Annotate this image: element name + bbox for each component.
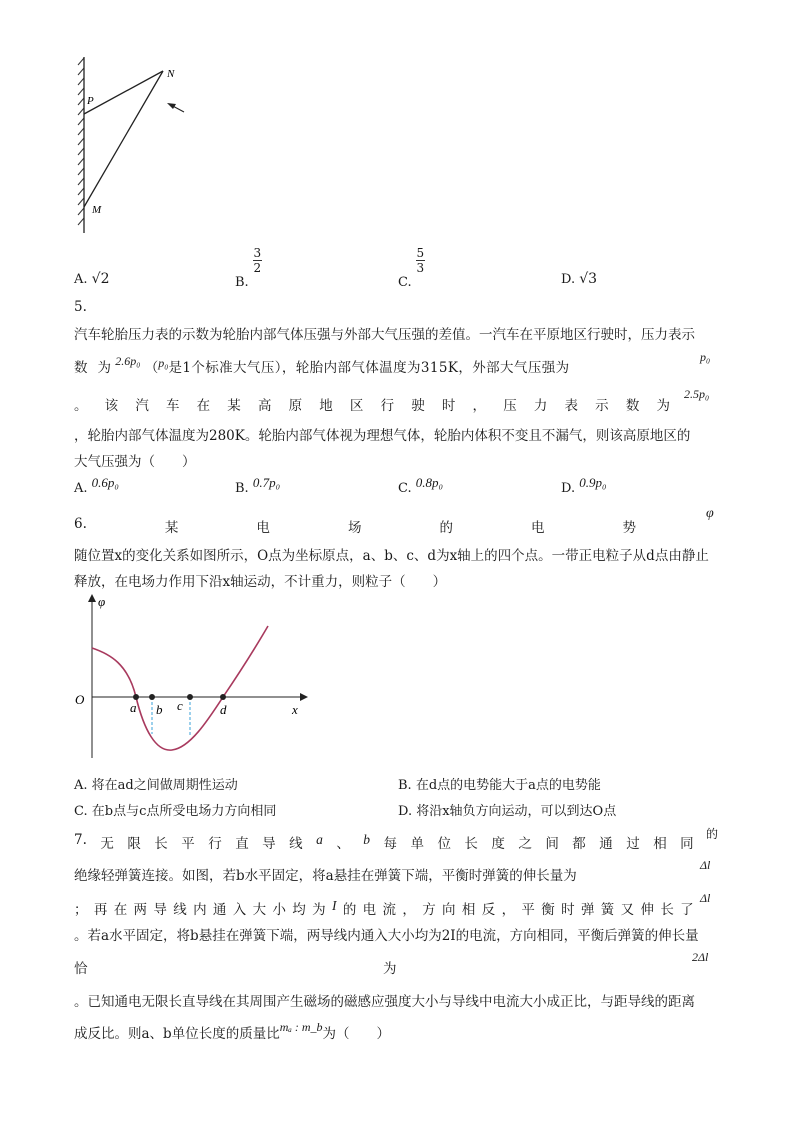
word: 场 bbox=[347, 520, 362, 536]
option-value: √2 bbox=[91, 271, 110, 287]
q4-option-b[interactable] bbox=[235, 246, 262, 290]
word: 线 bbox=[289, 836, 303, 852]
word: 时 bbox=[441, 398, 456, 414]
word: 限 bbox=[127, 836, 141, 852]
fraction-denominator: 2 bbox=[253, 261, 262, 275]
q5-option-b[interactable] bbox=[235, 475, 281, 496]
q7-line3 bbox=[74, 898, 694, 918]
label-c: c bbox=[177, 698, 183, 713]
q5-line2 bbox=[74, 356, 720, 376]
option-value: 0.8p₀ bbox=[415, 475, 444, 490]
point-b bbox=[149, 694, 155, 700]
word: 。 bbox=[74, 398, 88, 414]
word: 为 bbox=[97, 360, 111, 376]
word: 汽 bbox=[135, 398, 149, 414]
q5-line2-mid: 是1个标准大气压），轮胎内部气体温度为315K，外部大气压强为 bbox=[168, 360, 570, 376]
word: 地 bbox=[319, 398, 333, 414]
word: 电 bbox=[530, 520, 545, 536]
q7-line4: 。若a水平固定，将b悬挂在弹簧下端，两导线内通入大小均为2I的电流，方向相同，平衡后弹簧的伸长量 bbox=[74, 928, 699, 944]
q6-line1 bbox=[74, 516, 636, 536]
option-letter: B. bbox=[235, 481, 249, 496]
word: 通 bbox=[212, 902, 227, 918]
word: 长 bbox=[464, 836, 478, 852]
force-arrow-head bbox=[167, 103, 176, 109]
word: 行 bbox=[208, 836, 222, 852]
label-a: a bbox=[130, 700, 137, 715]
word: 都 bbox=[572, 836, 586, 852]
word: 向 bbox=[442, 902, 456, 918]
point-d bbox=[220, 694, 226, 700]
q5-line3 bbox=[74, 394, 670, 414]
axis-label-phi: φ bbox=[98, 594, 106, 609]
formula-2-6p0: 2.6p₀ bbox=[115, 354, 141, 368]
q5-number: 5. bbox=[74, 299, 87, 315]
word: a bbox=[316, 832, 323, 847]
q6-option-b[interactable]: B. 在d点的电势能大于a点的电势能 bbox=[398, 778, 601, 793]
word: 的 bbox=[439, 520, 453, 536]
word: 7. bbox=[74, 832, 87, 848]
word: 的 bbox=[342, 902, 357, 918]
q7-line7-text: 成反比。则a、b单位长度的质量比 bbox=[74, 1026, 280, 1042]
q7-line2 bbox=[74, 864, 720, 884]
formula-p0: p₀ bbox=[158, 356, 169, 370]
word: I bbox=[331, 898, 337, 913]
axis-label-x: x bbox=[292, 702, 298, 717]
option-fraction bbox=[416, 246, 425, 275]
q6-line3: 释放，在电场力作用下沿x轴运动，不计重力，则粒子（ ） bbox=[74, 574, 447, 590]
word: 位 bbox=[437, 836, 451, 852]
word: 导 bbox=[262, 836, 276, 852]
word: 时 bbox=[561, 902, 575, 918]
word: 衡 bbox=[541, 902, 555, 918]
word: 簧 bbox=[600, 902, 615, 918]
word: 了 bbox=[680, 902, 694, 918]
q4-option-d[interactable] bbox=[561, 271, 597, 287]
potential-curve bbox=[92, 626, 268, 750]
option-letter: A. bbox=[74, 481, 88, 496]
word: 在 bbox=[196, 398, 211, 414]
word: 电 bbox=[362, 902, 377, 918]
option-letter: C. bbox=[398, 275, 412, 290]
word: 又 bbox=[620, 902, 635, 918]
q7-line1 bbox=[74, 832, 694, 852]
word: 通 bbox=[599, 836, 613, 852]
q7-line2-text: 绝缘轻弹簧连接。如图，若b水平固定，将a悬挂在弹簧下端，平衡时弹簧的伸长量为 bbox=[74, 868, 577, 884]
word: 长 bbox=[154, 836, 168, 852]
label-n: N bbox=[167, 68, 175, 80]
label-m: M bbox=[92, 204, 102, 216]
word: 区 bbox=[349, 398, 364, 414]
rod-mn bbox=[84, 71, 163, 207]
word: 在 bbox=[113, 902, 128, 918]
formula-p0-end: p₀ bbox=[700, 350, 711, 364]
q6-option-d[interactable]: D. 将沿x轴负方向运动，可以到达O点 bbox=[398, 804, 617, 819]
word: ； bbox=[74, 902, 88, 918]
point-c bbox=[187, 694, 193, 700]
formula-mass-ratio: mₐ : m_b bbox=[279, 1020, 323, 1034]
word: 6. bbox=[74, 516, 87, 532]
q7-line7 bbox=[74, 1022, 720, 1042]
q6-phi: φ bbox=[706, 506, 714, 521]
word: 入 bbox=[232, 902, 247, 918]
word: 平 bbox=[521, 902, 535, 918]
word: 方 bbox=[422, 902, 436, 918]
label-p: P bbox=[87, 95, 94, 107]
option-fraction bbox=[253, 246, 262, 275]
q5-line1: 汽车轮胎压力表的示数为轮胎内部气体压强与外部大气压强的差值。一汽车在平原地区行驶时，压力表示 bbox=[74, 327, 695, 343]
q7-line7-end: 为（ ） bbox=[322, 1026, 391, 1042]
formula-2-5p0: 2.5p₀ bbox=[684, 387, 710, 401]
option-letter: B. bbox=[235, 275, 249, 290]
word: 弹 bbox=[580, 902, 595, 918]
q5-option-d[interactable] bbox=[561, 475, 607, 496]
formula-dl-2: Δl bbox=[700, 891, 711, 905]
q7-line6: 。已知通电无限长直导线在其周围产生磁场的磁感应强度大小与导线中电流大小成正比，与距导线的距离 bbox=[74, 994, 695, 1010]
word: 高 bbox=[257, 398, 272, 414]
word: 单 bbox=[410, 836, 424, 852]
q6-option-a[interactable]: A. 将在ad之间做周期性运动 bbox=[74, 778, 238, 793]
word: 大 bbox=[252, 902, 267, 918]
word: 内 bbox=[193, 902, 207, 918]
word: 度 bbox=[491, 836, 505, 852]
word: 两 bbox=[133, 902, 148, 918]
label-d: d bbox=[220, 702, 227, 717]
word: 流 bbox=[382, 902, 396, 918]
word: 线 bbox=[173, 902, 187, 918]
word: 该 bbox=[104, 398, 119, 414]
q4-option-a[interactable] bbox=[74, 271, 110, 287]
word: 直 bbox=[235, 836, 249, 852]
word: 压 bbox=[503, 398, 517, 414]
word: 无 bbox=[100, 836, 114, 852]
word: ， bbox=[472, 398, 487, 414]
wall-rod-figure bbox=[70, 55, 200, 240]
word: 之 bbox=[518, 836, 532, 852]
word: 伸 bbox=[640, 902, 654, 918]
q7-wei: 为 bbox=[383, 961, 397, 977]
word: 驶 bbox=[411, 398, 425, 414]
word: 为 bbox=[312, 902, 326, 918]
word: 力 bbox=[533, 398, 548, 414]
word: 行 bbox=[380, 398, 395, 414]
word: 电 bbox=[256, 520, 270, 536]
word: 间 bbox=[545, 836, 559, 852]
option-value: 0.6p₀ bbox=[91, 475, 119, 490]
word: 均 bbox=[292, 902, 306, 918]
q4-option-c[interactable] bbox=[398, 246, 425, 290]
fraction-numerator: 5 bbox=[416, 246, 425, 260]
q6-line2: 随位置x的变化关系如图所示，O点为坐标原点，a、b、c、d为x轴上的四个点。一带正电粒子从d点由静止 bbox=[74, 548, 709, 564]
option-letter: A. bbox=[74, 272, 88, 287]
q5-option-c[interactable] bbox=[398, 475, 444, 496]
word: 相 bbox=[461, 902, 476, 918]
q7-de: 的 bbox=[706, 827, 719, 841]
word: 、 bbox=[336, 836, 350, 852]
formula-2dl: 2Δl bbox=[692, 950, 709, 964]
word: ， bbox=[402, 902, 416, 918]
wall-hatching bbox=[78, 58, 84, 225]
word: 数 bbox=[625, 398, 640, 414]
q5-option-a[interactable] bbox=[74, 475, 119, 496]
fraction-numerator: 3 bbox=[253, 246, 262, 260]
word: 为 bbox=[656, 398, 670, 414]
q5-line5: 大气压强为（ ） bbox=[74, 454, 196, 470]
option-letter: C. bbox=[398, 481, 412, 496]
word: 表 bbox=[564, 398, 578, 414]
option-letter: D. bbox=[561, 481, 576, 496]
formula-dl: Δl bbox=[700, 858, 711, 872]
word: 再 bbox=[93, 902, 108, 918]
word: 某 bbox=[164, 520, 179, 536]
q5-line4: ，轮胎内部气体温度为280K。轮胎内部气体视为理想气体，轮胎内体积不变且不漏气，则该高原地区的 bbox=[74, 428, 691, 444]
potential-graph bbox=[70, 590, 315, 770]
origin-label: O bbox=[75, 692, 85, 707]
word: 平 bbox=[181, 836, 195, 852]
word: 长 bbox=[660, 902, 674, 918]
fraction-denominator: 3 bbox=[416, 261, 425, 275]
word: 数 bbox=[74, 360, 88, 376]
word: 反 bbox=[481, 902, 496, 918]
word: b bbox=[363, 832, 371, 847]
word: 相 bbox=[653, 836, 667, 852]
word: 示 bbox=[595, 398, 609, 414]
option-letter: D. bbox=[561, 272, 576, 287]
word: 原 bbox=[288, 398, 303, 414]
option-value: 0.9p₀ bbox=[579, 475, 607, 490]
label-b: b bbox=[156, 702, 163, 717]
word: ， bbox=[501, 902, 516, 918]
word: 小 bbox=[272, 902, 286, 918]
word: 同 bbox=[680, 836, 694, 852]
word: 势 bbox=[622, 520, 636, 536]
word: 每 bbox=[383, 836, 398, 852]
option-value: √3 bbox=[579, 271, 598, 287]
word: 导 bbox=[153, 902, 167, 918]
option-value: 0.7p₀ bbox=[252, 475, 281, 490]
q6-option-c[interactable]: C. 在b点与c点所受电场力方向相同 bbox=[74, 804, 277, 819]
word: 车 bbox=[165, 398, 180, 414]
paren: （ bbox=[144, 360, 159, 376]
q7-qia: 恰 bbox=[74, 961, 88, 977]
word: 过 bbox=[626, 836, 640, 852]
word: 某 bbox=[227, 398, 241, 414]
